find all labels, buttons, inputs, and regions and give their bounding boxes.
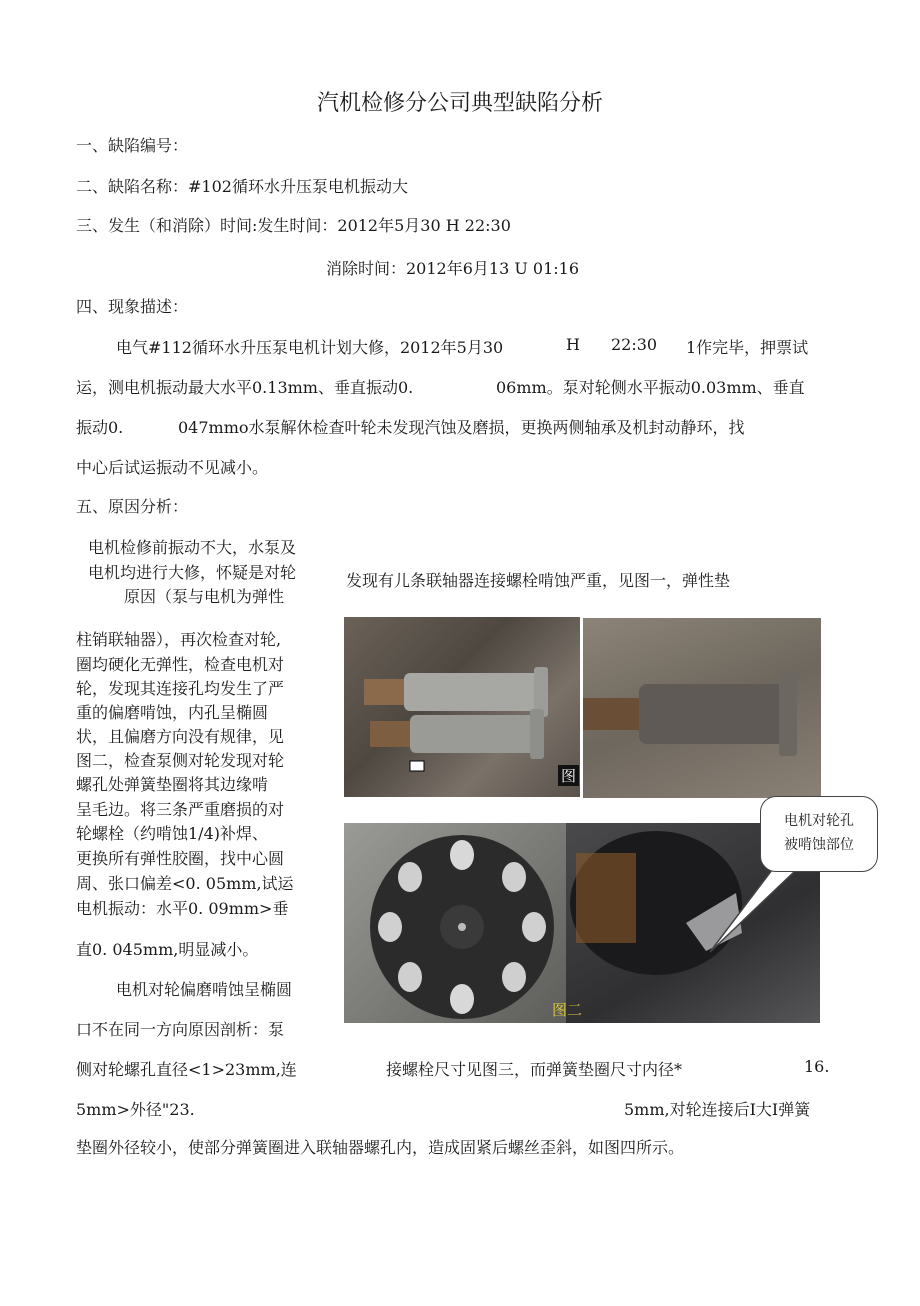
callout-pointer <box>700 860 810 960</box>
desc-line-1b: H <box>566 335 580 354</box>
analysis-p2a: 电机对轮偏磨啃蚀呈椭圆 <box>116 980 293 999</box>
figure-2-label: 图二 <box>552 1001 583 1019</box>
desc-line-2a: 运，测电机振动最大水平0.13mm、垂直振动0. <box>76 378 414 397</box>
section-eliminate-time: 消除时间：2012年6月13 U 01:16 <box>326 259 580 278</box>
callout-line-1: 电机对轮孔 <box>784 813 854 829</box>
col-line: 呈毛边。将三条严重磨损的对 <box>76 800 285 819</box>
analysis-p2b: 口不在同一方向原因剖析：泵 <box>76 1020 285 1039</box>
section-occur-time: 三、发生（和消除）时间:发生时间：2012年5月30 H 22:30 <box>76 216 511 235</box>
desc-line-3b: 047mmo水泵解休检查叶轮未发现汽蚀及磨损，更换两侧轴承及机封动静环，找 <box>178 418 745 437</box>
section-cause: 五、原因分析： <box>76 497 189 516</box>
figure-1-photo-right <box>583 618 821 798</box>
figure-2-photo-left <box>344 823 566 1023</box>
bolts-illustration <box>344 617 580 797</box>
col-line: 更换所有弹性胶圈，找中心圆 <box>76 849 285 868</box>
desc-line-1a: 电气#112循环水升压泵电机计划大修，2012年5月30 <box>116 338 504 357</box>
analysis-p3a: 侧对轮螺孔直径<1>23mm,连 <box>76 1060 297 1079</box>
desc-line-4: 中心后试运振动不见减小。 <box>76 458 269 477</box>
section-defect-number: 一、缺陷编号： <box>76 136 189 155</box>
col-line: 图二，检查泵侧对轮发现对轮 <box>76 751 285 770</box>
col-line: 周、张口偏差<0. 05mm,试运 <box>76 874 294 893</box>
analysis-p4b: 5mm,对轮连接后I大I弹簧 <box>624 1100 811 1119</box>
col-line: 柱销联轴器），再次检查对轮, <box>76 630 282 649</box>
section-defect-name: 二、缺陷名称：#102循环水升压泵电机振动大 <box>76 177 408 196</box>
callout-line-2: 被啃蚀部位 <box>784 837 854 853</box>
col-line: 轮螺栓（约啃蚀1/4)补焊、 <box>76 824 268 843</box>
bolt-closeup-illustration <box>583 618 821 798</box>
figure-1-photo-left <box>344 617 580 797</box>
col-line: 状，且偏磨方向没有规律，见 <box>76 727 285 746</box>
coupling-disc-illustration <box>344 823 566 1023</box>
analysis-left-3: 原因（泵与电机为弹性 <box>124 587 285 606</box>
col-line: 轮，发现其连接孔均发生了严 <box>76 679 285 698</box>
desc-line-2b: 06mm。泵对轮侧水平振动0.03mm、垂直 <box>496 378 805 397</box>
desc-line-1d: 1作完毕，押票试 <box>686 338 809 357</box>
page-title: 汽机检修分公司典型缺陷分析 <box>316 91 603 116</box>
figure-1-label: 图 <box>558 765 579 786</box>
col-line: 螺孔处弹簧垫圈将其边缘啃 <box>76 775 269 794</box>
col-line: 圈均硬化无弹性，检查电机对 <box>76 655 285 674</box>
desc-line-3a: 振动0. <box>76 418 124 437</box>
analysis-left-2: 电机均进行大修，怀疑是对轮 <box>88 563 297 582</box>
analysis-left-1: 电机检修前振动不大，水泵及 <box>88 538 297 557</box>
desc-line-1c: 22:30 <box>611 335 658 354</box>
analysis-p5: 垫圈外径较小，使部分弹簧圈进入联轴器螺孔内，造成固紧后螺丝歪斜，如图四所示。 <box>76 1138 685 1157</box>
col-line: 电机振动：水平0. 09mm>垂 <box>76 899 289 918</box>
analysis-p4a: 5mm>外径"23. <box>76 1100 195 1119</box>
callout-bubble <box>760 796 878 872</box>
analysis-full-1: 直0. 045mm,明显减小。 <box>76 940 259 959</box>
analysis-right-line: 发现有儿条联轴器连接螺栓啃蚀严重，见图一，弹性垫 <box>346 571 731 590</box>
col-line: 重的偏磨啃蚀，内孔呈椭圆 <box>76 703 269 722</box>
analysis-p3c: 16. <box>804 1057 830 1076</box>
section-phenomenon: 四、现象描述： <box>76 297 189 316</box>
analysis-p3b: 接螺栓尺寸见图三，而弹簧垫圈尺寸内径* <box>386 1060 683 1079</box>
